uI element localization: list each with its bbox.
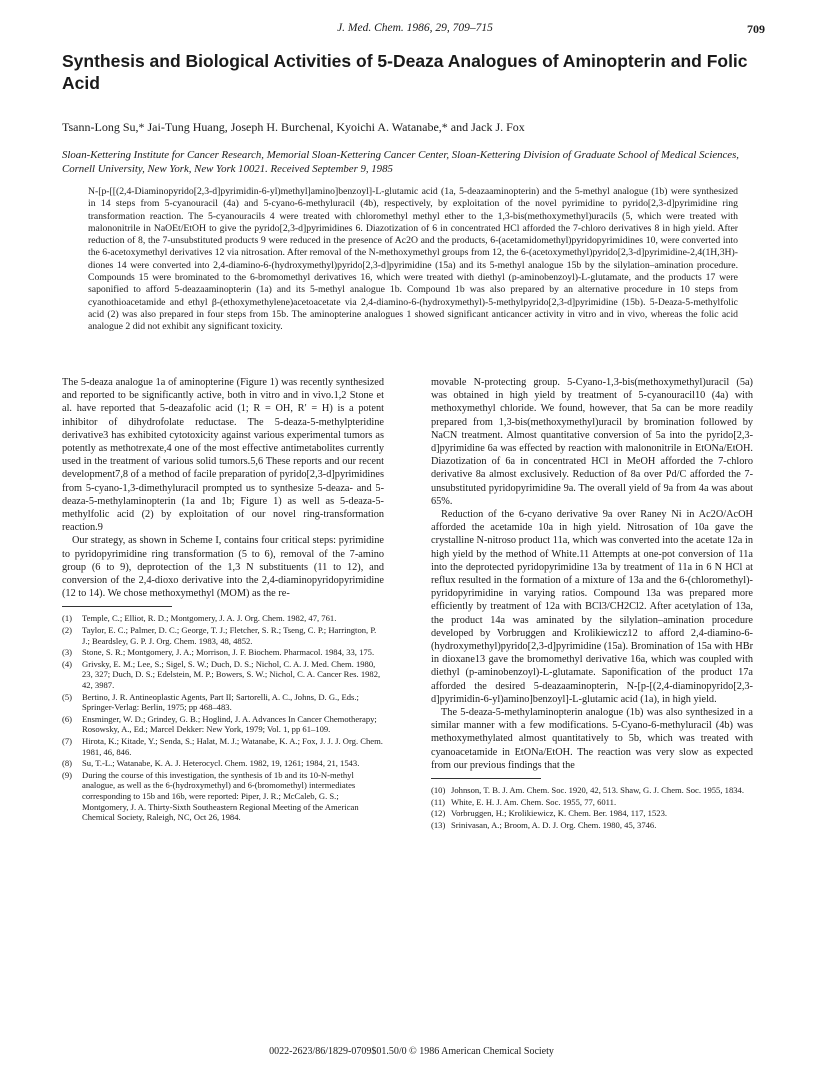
body-paragraph: The 5-deaza analogue 1a of aminopterine (Figure 1) was recently synthesized and reported to be significantly active, both in vitro and in vivo.1,2 Stone et al. have reported that 5-deazafolic acid (1; R = OH, R′ = H) is a potent inhibitor of dihydrofolate reductase. The 5-deaza-5-methylpteridine derivative3 has exhibited cytotoxicity against various experimental tumors as potently as methotrexate,4 one of the most effective antimetabolites currently used in the treatment of various solid tumors.5,6 These reports and our recent development7,8 of a method of facile preparation of pyrido[2,3-d]pyrimidines from 5-cyano-1,3-dimethyluracil prompted us to synthesize 5-deaza- and 5-deaza-5-methylaminopterin (1a and 1b; Figure 1) as well as 5-deaza-5-methylfolic acid (2) by exploitation of our novel ring-transformation reaction.9 [62,377,384,534]
page-number: 709 [747,22,765,36]
reference-list [431,785,753,830]
article-title: Synthesis and Biological Activities of 5-Deaza Analogues of Aminopterin and Folic Acid [62,51,748,93]
reference-item [62,714,384,735]
reference-text: Johnson, T. B. J. Am. Chem. Soc. 1920, 42, 513. Shaw, G. J. Chem. Soc. 1955, 1834. [451,785,744,796]
footnote-divider [62,606,172,607]
reference-text: White, E. H. J. Am. Chem. Soc. 1955, 77, 6011. [451,796,617,807]
reference-number: (12) [431,808,446,819]
reference-number: (4) [62,658,73,669]
running-head: J. Med. Chem. 1986, 29, 709–715 [337,22,493,34]
reference-text: Temple, C.; Elliot, R. D.; Montgomery, J. A. J. Org. Chem. 1982, 47, 761. [82,613,337,624]
affiliation: Sloan-Kettering Institute for Cancer Research, Memorial Sloan-Kettering Cancer Center, Sloan-Kettering Division of Graduate School of Medical Sciences, Cornell University, New York, New York 10021. Received September 9, 1985 [62,149,739,175]
left-column [62,376,384,824]
reference-number: (1) [62,613,73,624]
reference-text: Srinivasan, A.; Broom, A. D. J. Org. Chem. 1980, 45, 3746. [451,819,657,830]
reference-item [62,625,384,646]
reference-number: (13) [431,819,446,830]
body-paragraph: movable N-protecting group. 5-Cyano-1,3-bis(methoxymethyl)uracil (5a) was obtained in high yield by treatment of 5-cyanouracil10 (4a) with methoxymethyl chloride. We found, however, that 5a can be more readily prepared from 1,3-bis(methoxymethyl)uracil by bromination followed by NaCN treatment. Almost quantitative conversion of 5a into the pyrido[2,3-d]pyrimidine 6a was effected by reaction with malononitrile in EtONa/EtOH. Diazotization of 6a in concentrated HCl in MeOH afforded the 7-chloro derivative 8a almost exclusively. Reduction of 8a over Pd/C afforded the 7-unsubstituted pyridopyrimidine 9a. The overall yield of 9a from 4a was about 65%. [431,377,753,507]
right-column [431,376,753,831]
reference-number: (8) [62,758,73,769]
copyright-footer: 0022-2623/86/1829-0709$01.50/0 © 1986 American Chemical Society [269,1046,554,1057]
reference-text: Bertino, J. R. Antineoplastic Agents, Part II; Sartorelli, A. C., Johns, D. G., Eds.; Springer-Verlag: Berlin, 1975; pp 468–483. [82,691,359,713]
reference-number: (9) [62,769,73,780]
reference-item [62,758,384,769]
footnote-divider [431,778,541,779]
abstract: N-[p-[[(2,4-Diaminopyrido[2,3-d]pyrimidin-6-yl)methyl]amino]benzoyl]-L-glutamic acid (1a, 5-deazaaminopterin) and the 5-methyl analogue (1b) were synthesized in 14 steps from 5-cyanouracil (4a) and 5-cyano-6-methyluracil (4b), respectively, by exploitation of the novel pyrimidine to pyrido[2,3-d]pyrimidine ring transformation reaction. The 5-cyanouracils 4 were treated with chloromethyl methyl ether to the 1,3-bis(methoxymethyl)uracils (5, which were treated with malononitrile in NaOEt/EtOH to give the pyrido[2,3-d]pyrimidines 6. Diazotization of 6 in concentrated HCl afforded the 7-chloro derivatives 8 in high yield. After reduction of 8, the 7-unsubstituted products 9 were reduced in the presence of Ac2O and the products, 6-(acetamidomethyl)pyridopyrimidines 10, were converted into the 6-acetoxymethyl derivatives 12 via nitrosation. After removal of the N-methoxymethyl groups from 12, the 6-(acetoxymethyl)pyrido[2,3-d]pyrimidine-2,4(1H,3H)-diones 14 were converted into 2,4-diamino-6-(hydroxymethyl)pyrido[2,3-d]pyrimidine (15a) and its 5-methyl analogue 15b by the silylation–amination procedure. Compounds 15 were brominated to the 6-bromomethyl derivatives 16, which were treated with diethyl (p-aminobenzoyl)-L-glutamate, and the products 17 were saponified to afford 5-deazaaminopterin (1a) and its 5-methyl analogue 1b. Compound 1b was also prepared by an alternative procedure in 10 steps from cyanothioacetamide and ethyl β-(ethoxymethylene)acetoacetate via 2,4-diamino-6-(hydroxymethyl)-5-methylpyrido[2,3-d]pyrimidine (15b). 5-Deaza-5-methylfolic acid (2) was also prepared in four steps from 15b. The aminopterine analogues 1 showed significant anticancer activity in vitro and in vivo, whereas the folic acid analogue 2 did not exhibit any significant toxicity. [88,186,738,333]
reference-text: During the course of this investigation, the synthesis of 1b and its 10-N-methyl analogue, as well as the 6-(hydroxymethyl) and 6-(bromomethyl) intermediates corresponding to 15b and 16b, were reported: Piper, J. R.; McCaleb, G. S.; Montgomery, J. A. Thirty-Sixth Southeastern Regional Meeting of the American Chemical Society, Raleigh, NC, Oct 26, 1984. [82,769,359,823]
reference-item [62,770,384,823]
reference-item [431,785,753,796]
reference-item [62,659,384,691]
reference-item [431,808,753,819]
reference-text: Vorbruggen, H.; Krolikiewicz, K. Chem. Ber. 1984, 117, 1523. [451,808,668,819]
reference-number: (11) [431,796,445,807]
reference-list [62,613,384,822]
reference-item [62,692,384,713]
reference-text: Grivsky, E. M.; Lee, S.; Sigel, S. W.; Duch, D. S.; Nichol, C. A. J. Med. Chem. 1980, 23, 327; Duch, D. S.; Edelstein, M. P.; Bowers, S. W.; Nichol, C. A. Cancer Res. 1982, 42, 3987. [82,658,381,691]
reference-text: Stone, S. R.; Montgomery, J. A.; Morrison, J. F. Biochem. Pharmacol. 1984, 33, 175. [82,647,375,658]
reference-text: Taylor, E. C.; Palmer, D. C.; George, T. J.; Fletcher, S. R.; Tseng, C. P.; Harrington, P. J.; Beardsley, G. P. J. Org. Chem. 1983, 48, 4852. [82,625,377,646]
author-list: Tsann-Long Su,* Jai-Tung Huang, Joseph H. Burchenal, Kyoichi A. Watanabe,* and Jack J. Fox [62,120,525,134]
reference-text: Hirota, K.; Kitade, Y.; Senda, S.; Halat, M. J.; Watanabe, K. A.; Fox, J. J. J. Org. Chem. 1981, 46, 846. [82,735,383,757]
reference-text: Su, T.-L.; Watanabe, K. A. J. Heterocycl. Chem. 1982, 19, 1261; 1984, 21, 1543. [82,758,360,769]
reference-text: Ensminger, W. D.; Grindey, G. B.; Hoglind, J. A. Advances In Cancer Chemotherapy; Rosowsky, A., Ed.; Marcel Dekker: New York, 1979; Vol. 1, pp 61–109. [82,713,377,735]
reference-item [431,820,753,831]
body-paragraph: Reduction of the 6-cyano derivative 9a over Raney Ni in Ac2O/AcOH afforded the acetamide 10a in high yield. Nitrosation of 10a gave the crystalline N-nitroso product 11a, which was converted into the acetate 12a in high yield by the method of White.11 Attempts at one-pot conversion of 11a into the deprotected pyridopyrimidine 13a by treatment of 11a in 6 N HCl at reflux resulted in the formation of a mixture of 13a and the 6-(chloromethyl)-pyridopyrimidine in varying ratios. Compound 13a was prepared more efficiently by treatment of 12a with BCl3/CH2Cl2. After acetylation of 13a, the product 14a was aminated by the silylation–amination procedure developed by Vorbruggen and Krolikiewicz12 to afford 2,4-diamino-6-(hydroxymethyl)pyrido[2,3-d]pyrimidine (15a). Bromination of 15a with HBr in dioxane13 gave the bromomethyl derivative 16a, which was coupled with diethyl (p-aminobenzoyl)-L-glutamate. Saponification of the product 17a afforded the desired 5-deazaaminopterin, N-[p-[(2,4-diaminopyrido[2,3-d]pyrimidin-6-yl)amino]benzoyl]-L-glutamic acid (1a), in high yield. [431,509,753,705]
body-paragraph: The 5-deaza-5-methylaminopterin analogue (1b) was also synthesized in a similar manner with a few modifications. 5-Cyano-6-methyluracil (4b) was methoxymethylated almost quantitatively to 5b, which was treated with cyanoacetamide in EtONa/EtOH. The reaction was very slow as expected from our previous findings that the [431,707,753,771]
reference-number: (2) [62,625,73,636]
reference-number: (10) [431,785,446,796]
reference-number: (7) [62,735,73,746]
reference-number: (6) [62,713,73,724]
reference-item [62,736,384,757]
body-paragraph: Our strategy, as shown in Scheme I, contains four critical steps: pyrimidine to pyridopyrimidine ring transformation (5 to 6), removal of the 7-amino group (6 to 9), deprotection of the 1,3 N substituents (11 to 12), and conversion of the 2,4-dioxo derivative into the 2,4-diaminopyridopyrimidine (12 to 14). We chose methoxymethyl (MOM) as the re- [62,535,384,600]
reference-item [62,647,384,658]
reference-number: (5) [62,691,73,702]
reference-item [62,613,384,624]
reference-number: (3) [62,647,73,658]
reference-item [431,797,753,808]
